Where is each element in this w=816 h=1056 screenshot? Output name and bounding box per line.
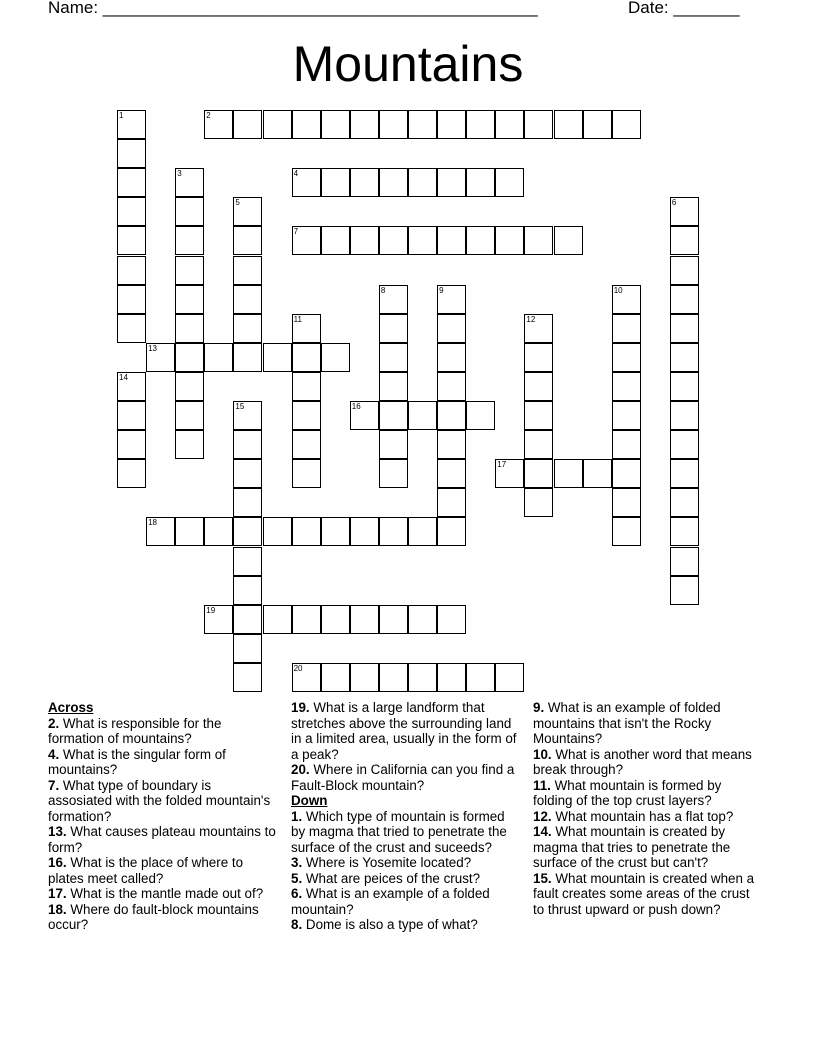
grid-cell[interactable]: [437, 285, 466, 314]
grid-cell[interactable]: [350, 517, 379, 546]
across-heading: Across: [48, 700, 94, 715]
grid-cell[interactable]: [233, 634, 262, 663]
grid-cell[interactable]: [292, 517, 321, 546]
clue-down-5: 5. What are peices of the crust?: [291, 870, 481, 886]
grid-cell[interactable]: [612, 110, 641, 139]
grid-cell[interactable]: [379, 372, 408, 401]
grid-cell[interactable]: [146, 517, 175, 546]
grid-cell[interactable]: [117, 139, 146, 168]
grid-cell[interactable]: [408, 401, 437, 430]
grid-cell[interactable]: [554, 459, 583, 488]
grid-cell[interactable]: [233, 314, 262, 343]
clue-down-3: 3. Where is Yosemite located?: [291, 855, 472, 870]
grid-cell[interactable]: [117, 226, 146, 255]
clue-column-2: [291, 700, 519, 933]
grid-cell[interactable]: [233, 605, 262, 634]
grid-cell[interactable]: [233, 663, 262, 692]
grid-cell[interactable]: [437, 488, 466, 517]
grid-cell[interactable]: [524, 343, 553, 372]
grid-cell[interactable]: [524, 488, 553, 517]
clue-down-14: 14. What mountain is created by magma that tries to penetrate the surface of the crust but can't?: [533, 824, 731, 870]
grid-cell[interactable]: [437, 110, 466, 139]
grid-cell[interactable]: [466, 401, 495, 430]
grid-cell[interactable]: [233, 343, 262, 372]
grid-cell[interactable]: [495, 226, 524, 255]
grid-cell[interactable]: [670, 430, 699, 459]
grid-cell[interactable]: [524, 110, 553, 139]
grid-cell[interactable]: [612, 488, 641, 517]
grid-cell[interactable]: [670, 547, 699, 576]
grid-cell[interactable]: [379, 430, 408, 459]
grid-cell[interactable]: [263, 110, 292, 139]
grid-cell[interactable]: [437, 663, 466, 692]
clue-number: 10: [613, 285, 623, 295]
clue-number: 5: [235, 198, 240, 208]
grid-cell[interactable]: [437, 168, 466, 197]
clue-across-17: 17. What is the mantle made out of?: [48, 886, 264, 901]
grid-cell[interactable]: [524, 401, 553, 430]
grid-cell[interactable]: [437, 372, 466, 401]
grid-cell[interactable]: [321, 605, 350, 634]
clue-across-20: 20. Where in California can you find a Fault-Block mountain?: [291, 762, 515, 793]
grid-cell[interactable]: [495, 168, 524, 197]
grid-cell[interactable]: [524, 459, 553, 488]
grid-cell[interactable]: [437, 517, 466, 546]
grid-cell[interactable]: [175, 372, 204, 401]
grid-cell[interactable]: [437, 430, 466, 459]
clue-number: 17: [497, 460, 507, 470]
grid-cell[interactable]: [292, 168, 321, 197]
grid-cell[interactable]: [292, 343, 321, 372]
grid-cell[interactable]: [204, 517, 233, 546]
grid-cell[interactable]: [670, 488, 699, 517]
clue-down-11: 11. What mountain is formed by folding of the top crust layers?: [533, 777, 722, 808]
grid-cell[interactable]: [437, 401, 466, 430]
grid-cell[interactable]: [379, 168, 408, 197]
grid-cell[interactable]: [379, 663, 408, 692]
grid-cell[interactable]: [350, 401, 379, 430]
clue-number: 3: [177, 169, 182, 179]
clue-number: 13: [148, 343, 157, 353]
grid-cell[interactable]: [175, 430, 204, 459]
grid-cell[interactable]: [350, 110, 379, 139]
clue-number: 4: [293, 169, 299, 179]
grid-cell[interactable]: [204, 343, 233, 372]
grid-cell[interactable]: [175, 168, 204, 197]
grid-cell[interactable]: [670, 285, 699, 314]
grid-cell[interactable]: [437, 314, 466, 343]
grid-cell[interactable]: [612, 430, 641, 459]
grid-cell[interactable]: [292, 605, 321, 634]
grid-cell[interactable]: [670, 256, 699, 285]
clue-number: 20: [293, 663, 303, 673]
grid-cell[interactable]: [175, 314, 204, 343]
clue-down-9: 9. What is an example of folded mountains that isn't the Rocky Mountains?: [533, 700, 721, 746]
grid-cell[interactable]: [175, 256, 204, 285]
grid-cell[interactable]: [524, 372, 553, 401]
grid-cell[interactable]: [350, 605, 379, 634]
name-field[interactable]: Name: ______________________________________________: [48, 0, 538, 17]
grid-cell[interactable]: [233, 459, 262, 488]
grid-cell[interactable]: [670, 372, 699, 401]
date-field[interactable]: Date: _______: [628, 0, 740, 17]
grid-cell[interactable]: [233, 517, 262, 546]
grid-cell[interactable]: [233, 256, 262, 285]
grid-cell[interactable]: [233, 285, 262, 314]
grid-cell[interactable]: [263, 517, 292, 546]
grid-cell[interactable]: [524, 314, 553, 343]
grid-cell[interactable]: [670, 517, 699, 546]
grid-cell[interactable]: [495, 663, 524, 692]
page-title: Mountains: [292, 36, 524, 92]
grid-cell[interactable]: [292, 110, 321, 139]
grid-cell[interactable]: [175, 285, 204, 314]
clue-across-13: 13. What causes plateau mountains to form?: [48, 824, 276, 855]
grid-cell[interactable]: [321, 168, 350, 197]
grid-cell[interactable]: [554, 226, 583, 255]
grid-cell[interactable]: [233, 547, 262, 576]
grid-cell[interactable]: [117, 197, 146, 226]
grid-cell[interactable]: [233, 430, 262, 459]
grid-cell[interactable]: [379, 343, 408, 372]
clue-number: 2: [206, 111, 211, 120]
grid-cell[interactable]: [117, 168, 146, 197]
grid-cell[interactable]: [117, 401, 146, 430]
clue-number: 16: [351, 402, 361, 411]
grid-cell[interactable]: [204, 605, 233, 634]
grid-cell[interactable]: [350, 226, 379, 255]
grid-cell[interactable]: [408, 517, 437, 546]
grid-cell[interactable]: [321, 110, 350, 139]
grid-cell[interactable]: [670, 314, 699, 343]
clue-number: 1: [119, 111, 124, 120]
grid-cell[interactable]: [612, 343, 641, 372]
clue-number: 9: [439, 285, 444, 295]
grid-cell[interactable]: [524, 430, 553, 459]
grid-cell[interactable]: [408, 605, 437, 634]
grid-cell[interactable]: [612, 517, 641, 546]
grid-cell[interactable]: [292, 663, 321, 692]
grid-cell[interactable]: [583, 110, 612, 139]
grid-cell[interactable]: [379, 517, 408, 546]
grid-cell[interactable]: [292, 372, 321, 401]
grid-cell[interactable]: [379, 285, 408, 314]
clue-column-1: [48, 700, 276, 933]
clue-across-18: 18. Where do fault-block mountains occur?: [48, 901, 259, 932]
grid-cell[interactable]: [292, 459, 321, 488]
grid-cell[interactable]: [292, 430, 321, 459]
grid-cell[interactable]: [117, 256, 146, 285]
clue-number: 6: [671, 198, 677, 208]
grid-cell[interactable]: [612, 372, 641, 401]
grid-cell[interactable]: [670, 197, 699, 226]
grid-cell[interactable]: [670, 459, 699, 488]
clue-number: 19: [206, 605, 216, 615]
grid-cell[interactable]: [175, 343, 204, 372]
clue-number: 11: [293, 314, 302, 324]
grid-cell[interactable]: [466, 168, 495, 197]
grid-cell[interactable]: [408, 168, 437, 197]
clue-down-15: 15. What mountain is created when a fault creates some areas of the crust to thrust upward or push down?: [533, 870, 755, 917]
grid-cell[interactable]: [175, 197, 204, 226]
grid-cell[interactable]: [495, 459, 524, 488]
grid-cell[interactable]: [437, 459, 466, 488]
grid-cell[interactable]: [524, 226, 553, 255]
clue-down-10: 10. What is another word that means break through?: [533, 746, 752, 777]
grid-cell[interactable]: [466, 226, 495, 255]
grid-cell[interactable]: [350, 663, 379, 692]
clue-number: 18: [148, 518, 157, 528]
clue-down-1: 1. Which type of mountain is formed by magma that tried to penetrate the surface of the crust and suceeds?: [291, 808, 507, 855]
grid-cell[interactable]: [233, 576, 262, 605]
grid-cell[interactable]: [175, 226, 204, 255]
grid-cell[interactable]: [263, 343, 292, 372]
grid-cell[interactable]: [117, 314, 146, 343]
grid-cell[interactable]: [466, 663, 495, 692]
grid-cell[interactable]: [670, 226, 699, 255]
grid-cell[interactable]: [233, 401, 262, 430]
grid-cell[interactable]: [175, 517, 204, 546]
clue-number: 7: [293, 227, 299, 237]
grid-cell[interactable]: [408, 110, 437, 139]
grid-cell[interactable]: [117, 430, 146, 459]
clue-number: 8: [380, 285, 386, 295]
grid-cell[interactable]: [583, 459, 612, 488]
grid-cell[interactable]: [437, 226, 466, 255]
grid-cell[interactable]: [612, 459, 641, 488]
grid-cell[interactable]: [117, 459, 146, 488]
grid-cell[interactable]: [175, 401, 204, 430]
grid-cell[interactable]: [321, 226, 350, 255]
clue-across-2: 2. What is responsible for the formation of mountains?: [48, 715, 222, 746]
clue-across-16: 16. What is the place of where to plates meet called?: [48, 855, 244, 886]
clue-across-4: 4. What is the singular form of mountains?: [48, 746, 226, 777]
clue-number: 14: [119, 372, 128, 382]
down-heading: Down: [291, 793, 328, 808]
clue-down-12: 12. What mountain has a flat top?: [533, 808, 734, 824]
grid-cell[interactable]: [146, 343, 175, 372]
grid-cell[interactable]: [554, 110, 583, 139]
grid-cell[interactable]: [670, 401, 699, 430]
grid-cell[interactable]: [466, 110, 495, 139]
clue-down-8: 8. Dome is also a type of what?: [291, 917, 478, 932]
grid-cell[interactable]: [612, 314, 641, 343]
grid-cell[interactable]: [263, 605, 292, 634]
grid-cell[interactable]: [612, 401, 641, 430]
grid-cell[interactable]: [233, 226, 262, 255]
grid-cell[interactable]: [117, 372, 146, 401]
clue-number: 12: [526, 314, 536, 324]
grid-cell[interactable]: [437, 343, 466, 372]
clue-down-6: 6. What is an example of a folded mountain?: [291, 886, 490, 917]
grid-cell[interactable]: [292, 314, 321, 343]
grid-cell[interactable]: [612, 285, 641, 314]
grid-cell[interactable]: [670, 576, 699, 605]
grid-cell[interactable]: [379, 605, 408, 634]
grid-cell[interactable]: [379, 459, 408, 488]
grid-cell[interactable]: [495, 110, 524, 139]
grid-cell[interactable]: [292, 226, 321, 255]
grid-cell[interactable]: [379, 401, 408, 430]
grid-cell[interactable]: [350, 168, 379, 197]
grid-cell[interactable]: [117, 285, 146, 314]
grid-cell[interactable]: [408, 226, 437, 255]
grid-cell[interactable]: [379, 314, 408, 343]
grid-cell[interactable]: [321, 343, 350, 372]
grid-cell[interactable]: [408, 663, 437, 692]
grid-cell[interactable]: [321, 663, 350, 692]
grid-cell[interactable]: [437, 605, 466, 634]
grid-cell[interactable]: [117, 110, 146, 139]
clue-number: 15: [235, 402, 245, 411]
grid-cell[interactable]: [670, 343, 699, 372]
clue-column-3: [533, 700, 761, 917]
clue-across-7: 7. What type of boundary is assosiated with the folded mountain's formation?: [48, 777, 271, 824]
grid-cell[interactable]: [292, 401, 321, 430]
grid-cell[interactable]: [233, 110, 262, 139]
grid-cell[interactable]: [321, 517, 350, 546]
grid-cell[interactable]: [233, 488, 262, 517]
grid-cell[interactable]: [204, 110, 233, 139]
grid-cell[interactable]: [379, 110, 408, 139]
grid-cell[interactable]: [233, 197, 262, 226]
clue-across-19: 19. What is a large landform that stretches above the surrounding land in a limited area, usually in the form of a peak?: [291, 700, 517, 762]
grid-cell[interactable]: [379, 226, 408, 255]
